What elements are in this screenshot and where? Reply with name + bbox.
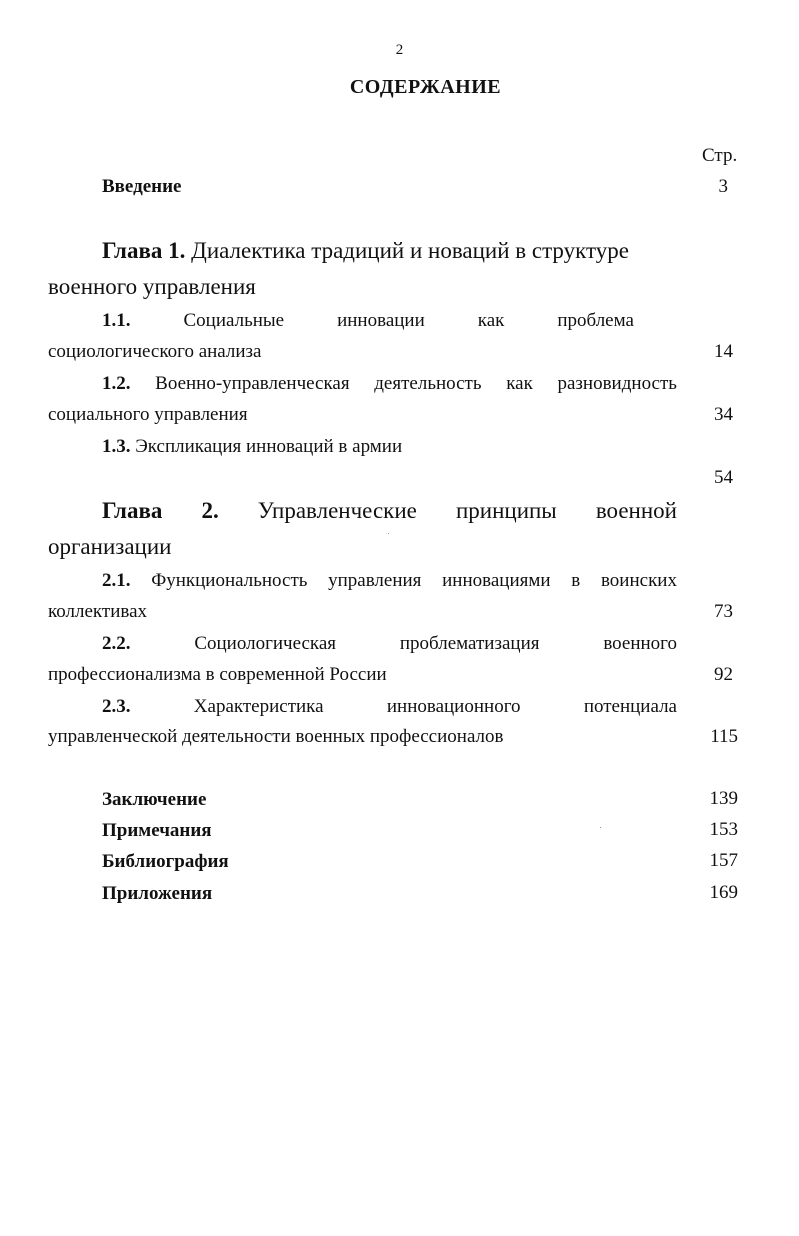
- section-word: в: [571, 570, 581, 591]
- toc-page-number: 139: [709, 788, 738, 809]
- toc-page-number: 92: [714, 664, 733, 685]
- section-2-3-line2: управленческой деятельности военных профессионалов: [48, 726, 504, 747]
- chapter-1-title-line1: Диалектика традиций и новаций в структуре: [191, 238, 629, 263]
- toc-entry-label: Введение: [102, 176, 182, 197]
- section-word: Функциональность: [151, 570, 308, 591]
- section-word: проблематизация: [399, 633, 540, 654]
- section-word: потенциала: [583, 696, 677, 717]
- page-title: СОДЕРЖАНИЕ: [349, 76, 502, 98]
- section-word: деятельность: [374, 373, 482, 394]
- toc-page-number: 115: [710, 726, 738, 747]
- section-2-2-line2: профессионализма в современной России: [48, 664, 387, 685]
- page-column-header: Стр.: [702, 145, 738, 166]
- section-word: военного: [603, 633, 677, 654]
- section-number: 2.3.: [102, 696, 131, 717]
- section-word: инновациями: [442, 570, 551, 591]
- toc-page-number: 157: [709, 850, 738, 871]
- toc-entry-label: Примечания: [102, 820, 212, 841]
- section-2-3-line1: [102, 696, 677, 718]
- section-word: как: [477, 310, 505, 331]
- section-number: 1.2.: [102, 373, 131, 394]
- chapter-2-title-word: военной: [595, 498, 677, 523]
- chapter-1-heading: [102, 238, 629, 264]
- section-1-2-line1: [102, 373, 677, 395]
- toc-page-number: 153: [709, 819, 738, 840]
- section-word: Социальные: [183, 310, 285, 331]
- section-word: Социологическая: [194, 633, 337, 654]
- page-number: 2: [395, 42, 404, 58]
- scan-speck: [388, 533, 389, 534]
- toc-page-number: 34: [714, 404, 733, 425]
- chapter-2-title-word: Управленческие: [257, 498, 417, 523]
- section-number: 1.1.: [102, 310, 131, 331]
- section-word: инновации: [337, 310, 425, 331]
- section-word: управления: [328, 570, 422, 591]
- chapter-2-heading: [102, 498, 677, 524]
- section-word: проблема: [557, 310, 634, 331]
- chapter-1-title-line2: военного управления: [48, 274, 256, 299]
- toc-entry-label: Библиография: [102, 851, 229, 872]
- toc-page-number: 54: [714, 467, 733, 488]
- section-1-2-line2: социального управления: [48, 404, 248, 425]
- section-number: 2.1.: [102, 570, 131, 591]
- section-word: разновидность: [557, 373, 677, 394]
- section-word: Характеристика: [193, 696, 324, 717]
- section-word: Военно-управленческая: [155, 373, 350, 394]
- toc-entry-label: Приложения: [102, 883, 213, 904]
- section-word: инновационного: [386, 696, 521, 717]
- section-number: 1.3.: [102, 436, 131, 457]
- section-1-1-line1: [102, 310, 634, 332]
- toc-page-number: 73: [714, 601, 733, 622]
- chapter-2-title-word: принципы: [455, 498, 557, 523]
- section-1-3-line1: [102, 436, 402, 458]
- toc-page-number: 169: [709, 882, 738, 903]
- section-1-1-line2: социологического анализа: [48, 341, 262, 362]
- toc-page-number: 3: [718, 176, 728, 197]
- section-number: 2.2.: [102, 633, 131, 654]
- section-word: как: [506, 373, 533, 394]
- chapter-2-label-word: Глава: [102, 498, 163, 523]
- chapter-1-label: Глава 1.: [102, 238, 186, 263]
- chapter-2-title-line2: организации: [48, 534, 172, 559]
- toc-page-number: 14: [714, 341, 733, 362]
- section-2-1-line1: [102, 570, 677, 592]
- section-2-2-line1: [102, 633, 677, 655]
- chapter-2-label-number: 2.: [201, 498, 219, 523]
- scan-speck: [600, 827, 601, 828]
- section-word: воинских: [600, 570, 677, 591]
- section-title: Экспликация инноваций в армии: [135, 436, 403, 457]
- toc-entry-label: Заключение: [102, 789, 207, 810]
- section-2-1-line2: коллективах: [48, 601, 148, 622]
